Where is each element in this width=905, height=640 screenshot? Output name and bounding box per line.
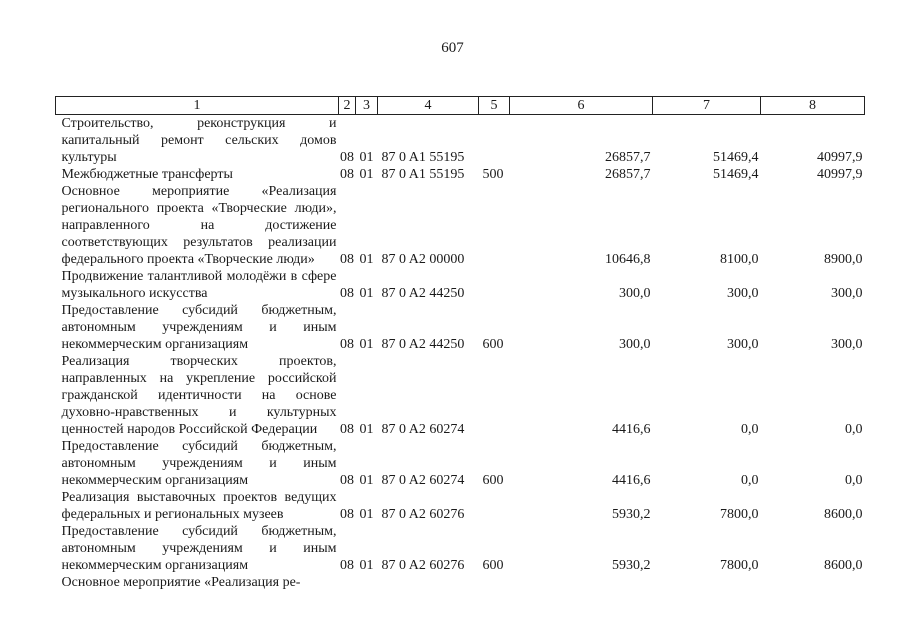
amount-cell-col8: 300,0 xyxy=(831,286,863,301)
budget-table xyxy=(55,96,865,591)
amount-cell-col6: 4416,6 xyxy=(612,422,651,437)
target-article-cell: 87 0 A2 60274 xyxy=(381,473,465,488)
expense-type-cell: 600 xyxy=(482,473,504,488)
amount-cell-col6: 4416,6 xyxy=(612,473,651,488)
table-row xyxy=(56,302,865,353)
amount-cell-col8: 8600,0 xyxy=(824,558,863,573)
section-cell xyxy=(339,574,356,591)
target-article-cell: 87 0 A2 44250 xyxy=(381,286,465,301)
amount-cell-col7: 0,0 xyxy=(741,422,759,437)
target-article-cell: 87 0 A2 44250 xyxy=(381,337,465,352)
subsection-cell: 01 xyxy=(359,473,374,488)
target-article-cell: 87 0 A2 60276 xyxy=(381,507,465,522)
subsection-cell: 01 xyxy=(359,558,374,573)
expense-type-cell xyxy=(479,353,510,438)
expense-type-cell xyxy=(479,268,510,302)
section-cell: 08 xyxy=(340,286,354,301)
section-cell: 08 xyxy=(340,507,354,522)
amount-cell-col6: 10646,8 xyxy=(605,252,651,267)
amount-cell-col7: 7800,0 xyxy=(720,558,759,573)
expense-type-cell xyxy=(479,574,510,591)
column-header: 5 xyxy=(479,97,510,115)
expense-type-cell: 600 xyxy=(482,558,504,573)
column-header: 6 xyxy=(510,97,653,115)
section-cell: 08 xyxy=(340,252,354,267)
amount-cell-col7: 300,0 xyxy=(727,286,759,301)
section-cell: 08 xyxy=(340,558,354,573)
column-header: 7 xyxy=(653,97,761,115)
amount-cell-col6: 26857,7 xyxy=(605,167,651,182)
section-cell: 08 xyxy=(340,337,354,352)
column-header: 8 xyxy=(761,97,865,115)
table-row xyxy=(56,166,865,183)
target-article-cell: 87 0 A1 55195 xyxy=(381,167,465,182)
page-number: 607 xyxy=(441,40,464,56)
column-header: 4 xyxy=(378,97,479,115)
row-name-cell: Продвижение талантливой молодёжи в сфере музыкального искусства xyxy=(61,269,337,301)
row-name-cell: Реализация творческих проектов, направленных на укрепление российской гражданской идентичности на основе духовно-нравственных и культурных ценностей народов Российской Федерации xyxy=(61,354,337,437)
expense-type-cell xyxy=(479,489,510,523)
target-article-cell: 87 0 A2 60274 xyxy=(381,422,465,437)
target-article-cell: 87 0 A2 60276 xyxy=(381,558,465,573)
amount-cell-col8: 0,0 xyxy=(845,422,863,437)
column-header: 3 xyxy=(356,97,378,115)
amount-cell-col7: 300,0 xyxy=(727,337,759,352)
amount-cell-col7: 0,0 xyxy=(741,473,759,488)
table-row xyxy=(56,115,865,167)
table-header-row xyxy=(56,97,865,115)
subsection-cell: 01 xyxy=(359,150,374,165)
amount-cell-col7: 51469,4 xyxy=(713,150,759,165)
amount-cell-col8: 40997,9 xyxy=(817,167,863,182)
amount-cell-col6: 26857,7 xyxy=(605,150,651,165)
subsection-cell: 01 xyxy=(359,337,374,352)
amount-cell-col8: 300,0 xyxy=(831,337,863,352)
section-cell: 08 xyxy=(340,473,354,488)
subsection-cell: 01 xyxy=(359,422,374,437)
row-name-cell: Предоставление субсидий бюджетным, автономным учреждениям и иным некоммерческим организациям xyxy=(61,303,337,352)
subsection-cell: 01 xyxy=(359,507,374,522)
subsection-cell: 01 xyxy=(359,167,374,182)
section-cell: 08 xyxy=(340,167,354,182)
section-cell: 08 xyxy=(340,150,354,165)
column-header: 1 xyxy=(56,97,339,115)
amount-cell-col7 xyxy=(653,574,761,591)
target-article-cell xyxy=(378,574,479,591)
table-row xyxy=(56,523,865,574)
amount-cell-col8: 40997,9 xyxy=(817,150,863,165)
table-row xyxy=(56,268,865,302)
expense-type-cell xyxy=(479,183,510,268)
amount-cell-col6: 300,0 xyxy=(619,337,651,352)
table-row xyxy=(56,438,865,489)
expense-type-cell: 500 xyxy=(482,167,504,182)
subsection-cell: 01 xyxy=(359,252,374,267)
expense-type-cell: 600 xyxy=(482,337,504,352)
amount-cell-col6: 5930,2 xyxy=(612,558,651,573)
subsection-cell: 01 xyxy=(359,286,374,301)
amount-cell-col6: 5930,2 xyxy=(612,507,651,522)
row-name-cell: Основное мероприятие «Реализация регионального проекта «Творческие люди», направленного на достижение соответствующих результатов реализации федерального проекта «Творческие люди» xyxy=(61,184,337,267)
amount-cell-col8 xyxy=(761,574,865,591)
subsection-cell xyxy=(356,574,378,591)
table-row xyxy=(56,353,865,438)
amount-cell-col8: 8900,0 xyxy=(824,252,863,267)
row-name-cell: Основное мероприятие «Реализация ре- xyxy=(61,575,301,590)
amount-cell-col7: 51469,4 xyxy=(713,167,759,182)
amount-cell-col8: 0,0 xyxy=(845,473,863,488)
row-name-cell: Реализация выставочных проектов ведущих федеральных и региональных музеев xyxy=(61,490,337,522)
column-header: 2 xyxy=(339,97,356,115)
row-name-cell: Предоставление субсидий бюджетным, автономным учреждениям и иным некоммерческим организациям xyxy=(61,524,337,573)
amount-cell-col6: 300,0 xyxy=(619,286,651,301)
amount-cell-col7: 7800,0 xyxy=(720,507,759,522)
row-name-cell: Строительство, реконструкция и капитальный ремонт сельских домов культуры xyxy=(61,116,337,165)
amount-cell-col8: 8600,0 xyxy=(824,507,863,522)
row-name-cell: Предоставление субсидий бюджетным, автономным учреждениям и иным некоммерческим организациям xyxy=(61,439,337,488)
amount-cell-col6 xyxy=(510,574,653,591)
section-cell: 08 xyxy=(340,422,354,437)
target-article-cell: 87 0 A1 55195 xyxy=(381,150,465,165)
table-row xyxy=(56,489,865,523)
expense-type-cell xyxy=(479,115,510,167)
amount-cell-col7: 8100,0 xyxy=(720,252,759,267)
target-article-cell: 87 0 A2 00000 xyxy=(381,252,465,267)
table-row xyxy=(56,574,865,591)
table-row xyxy=(56,183,865,268)
row-name-cell: Межбюджетные трансферты xyxy=(61,167,233,182)
